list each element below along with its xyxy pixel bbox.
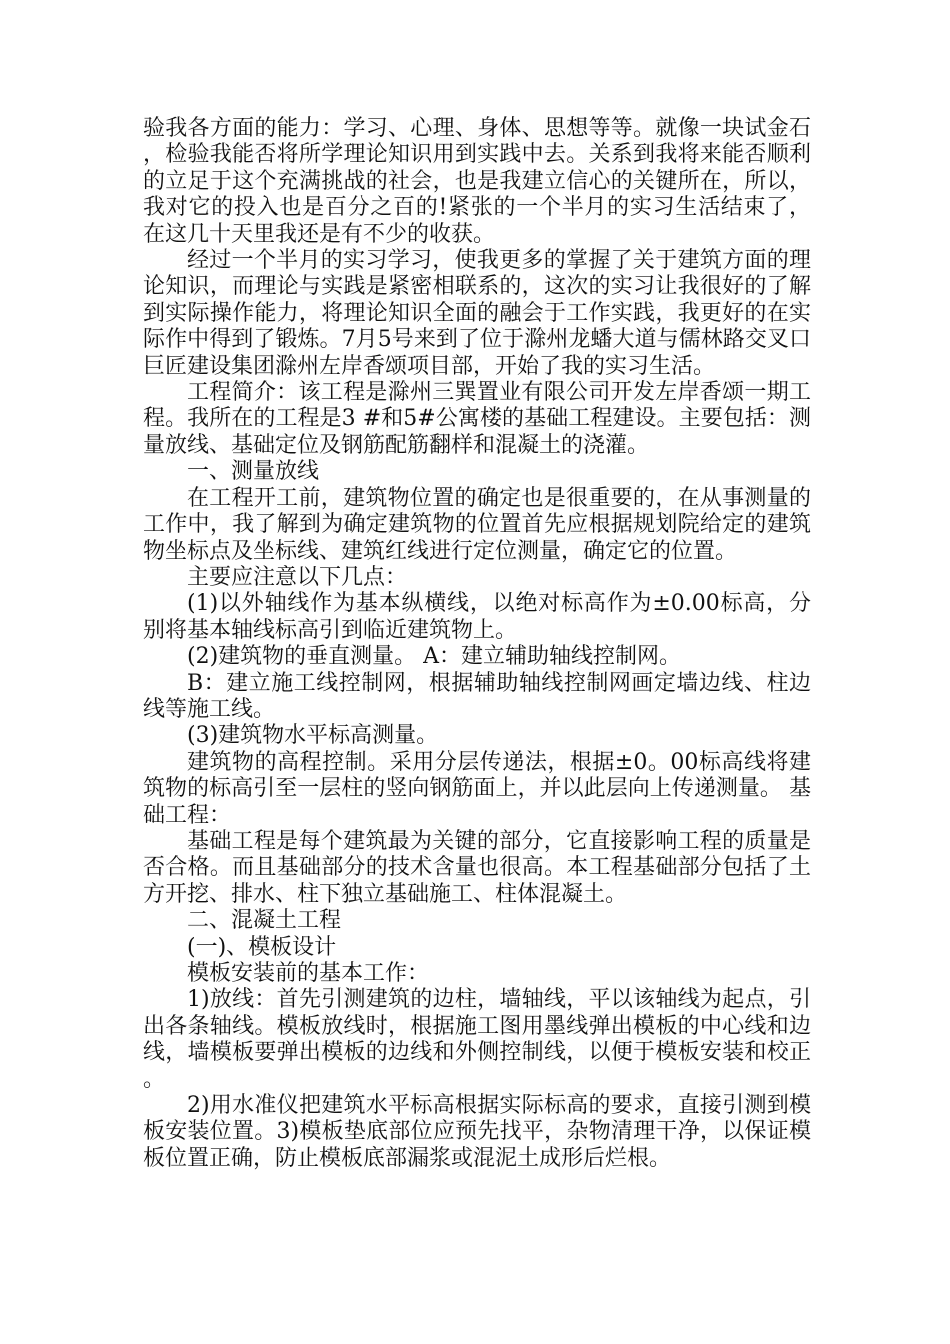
list-item-2b: B：建立施工线控制网，根据辅助轴线控制网画定墙边线、柱边线等施工线。 [143,670,811,722]
section-heading-2: 二、混凝土工程 [187,908,342,934]
paragraph-2: 经过一个半月的实习学习，使我更多的掌握了关于建筑方面的理论知识，而理论与实践是紧密相联系的，这次的实习让我很好的了解到实际操作能力，将理论知识全面的融会于工作实践，我更好的在实际作中得到了锻炼。7月5号来到了位于滁州龙蟠大道与儒林路交叉口巨匠建设集团滁州左岸香颂项目部，开始了我的实习生活。 [143,248,811,379]
paragraph-8: 模板安装前的基本工作： [187,961,430,986]
subsection-heading-1: (一)、模板设计 [187,934,337,960]
paragraph-7: 基础工程是每个建筑最为关键的部分，它直接影响工程的质量是否合格。而且基础部分的技术含量也很高。本工程基础部分包括了土方开挖、排水、柱下独立基础施工、柱体混凝土。 [143,828,811,907]
paragraph-4: 在工程开工前，建筑物位置的确定也是很重要的，在从事测量的工作中，我了解到为确定建筑物的位置首先应根据规划院给定的建筑物坐标点及坐标线、建筑红线进行定位测量，确定它的位置。 [143,485,811,564]
section-heading-1: 一、测量放线 [187,459,320,485]
list-item-3: (3)建筑物水平标高测量。 [187,723,439,749]
paragraph-5: 主要应注意以下几点： [187,564,408,590]
list-item-2: (2)建筑物的垂直测量。 A：建立辅助轴线控制网。 [187,644,682,670]
paragraph-9: 1)放线：首先引测建筑的边柱，墙轴线，平以该轴线为起点，引出各条轴线。模板放线时，根据施工图用墨线弹出模板的中心线和边线，墙模板要弹出模板的边线和外侧控制线，以便于模板安装和校正。 [143,987,811,1092]
paragraph-6: 建筑物的高程控制。采用分层传递法，根据±0。00标高线将建筑物的标高引至一层柱的竖向钢筋面上，并以此层向上传递测量。 基础工程： [143,749,811,828]
document-body [143,116,811,1172]
paragraph-3: 工程简介：该工程是滁州三巽置业有限公司开发左岸香颂一期工程。我所在的工程是3 #和5#公寓楼的基础工程建设。主要包括：测量放线、基础定位及钢筋配筋翻样和混凝土的浇灌。 [143,380,811,458]
paragraph-1: 验我各方面的能力：学习、心理、身体、思想等等。就像一块试金石，检验我能否将所学理论知识用到实践中去。关系到我将来能否顺利的立足于这个充满挑战的社会，也是我建立信心的关键所在，所以，我对它的投入也是百分之百的!紧张的一个半月的实习生活结束了，在这几十天里我还是有不少的收获。 [143,116,811,247]
paragraph-10: 2)用水准仪把建筑水平标高根据实际标高的要求，直接引测到模板安装位置。3)模板垫底部位应预先找平，杂物清理干净，以保证模板位置正确，防止模板底部漏浆或混泥土成形后烂根。 [143,1093,811,1171]
list-item-1: (1)以外轴线作为基本纵横线，以绝对标高作为±0.00标高，分别将基本轴线标高引到临近建筑物上。 [143,591,811,643]
